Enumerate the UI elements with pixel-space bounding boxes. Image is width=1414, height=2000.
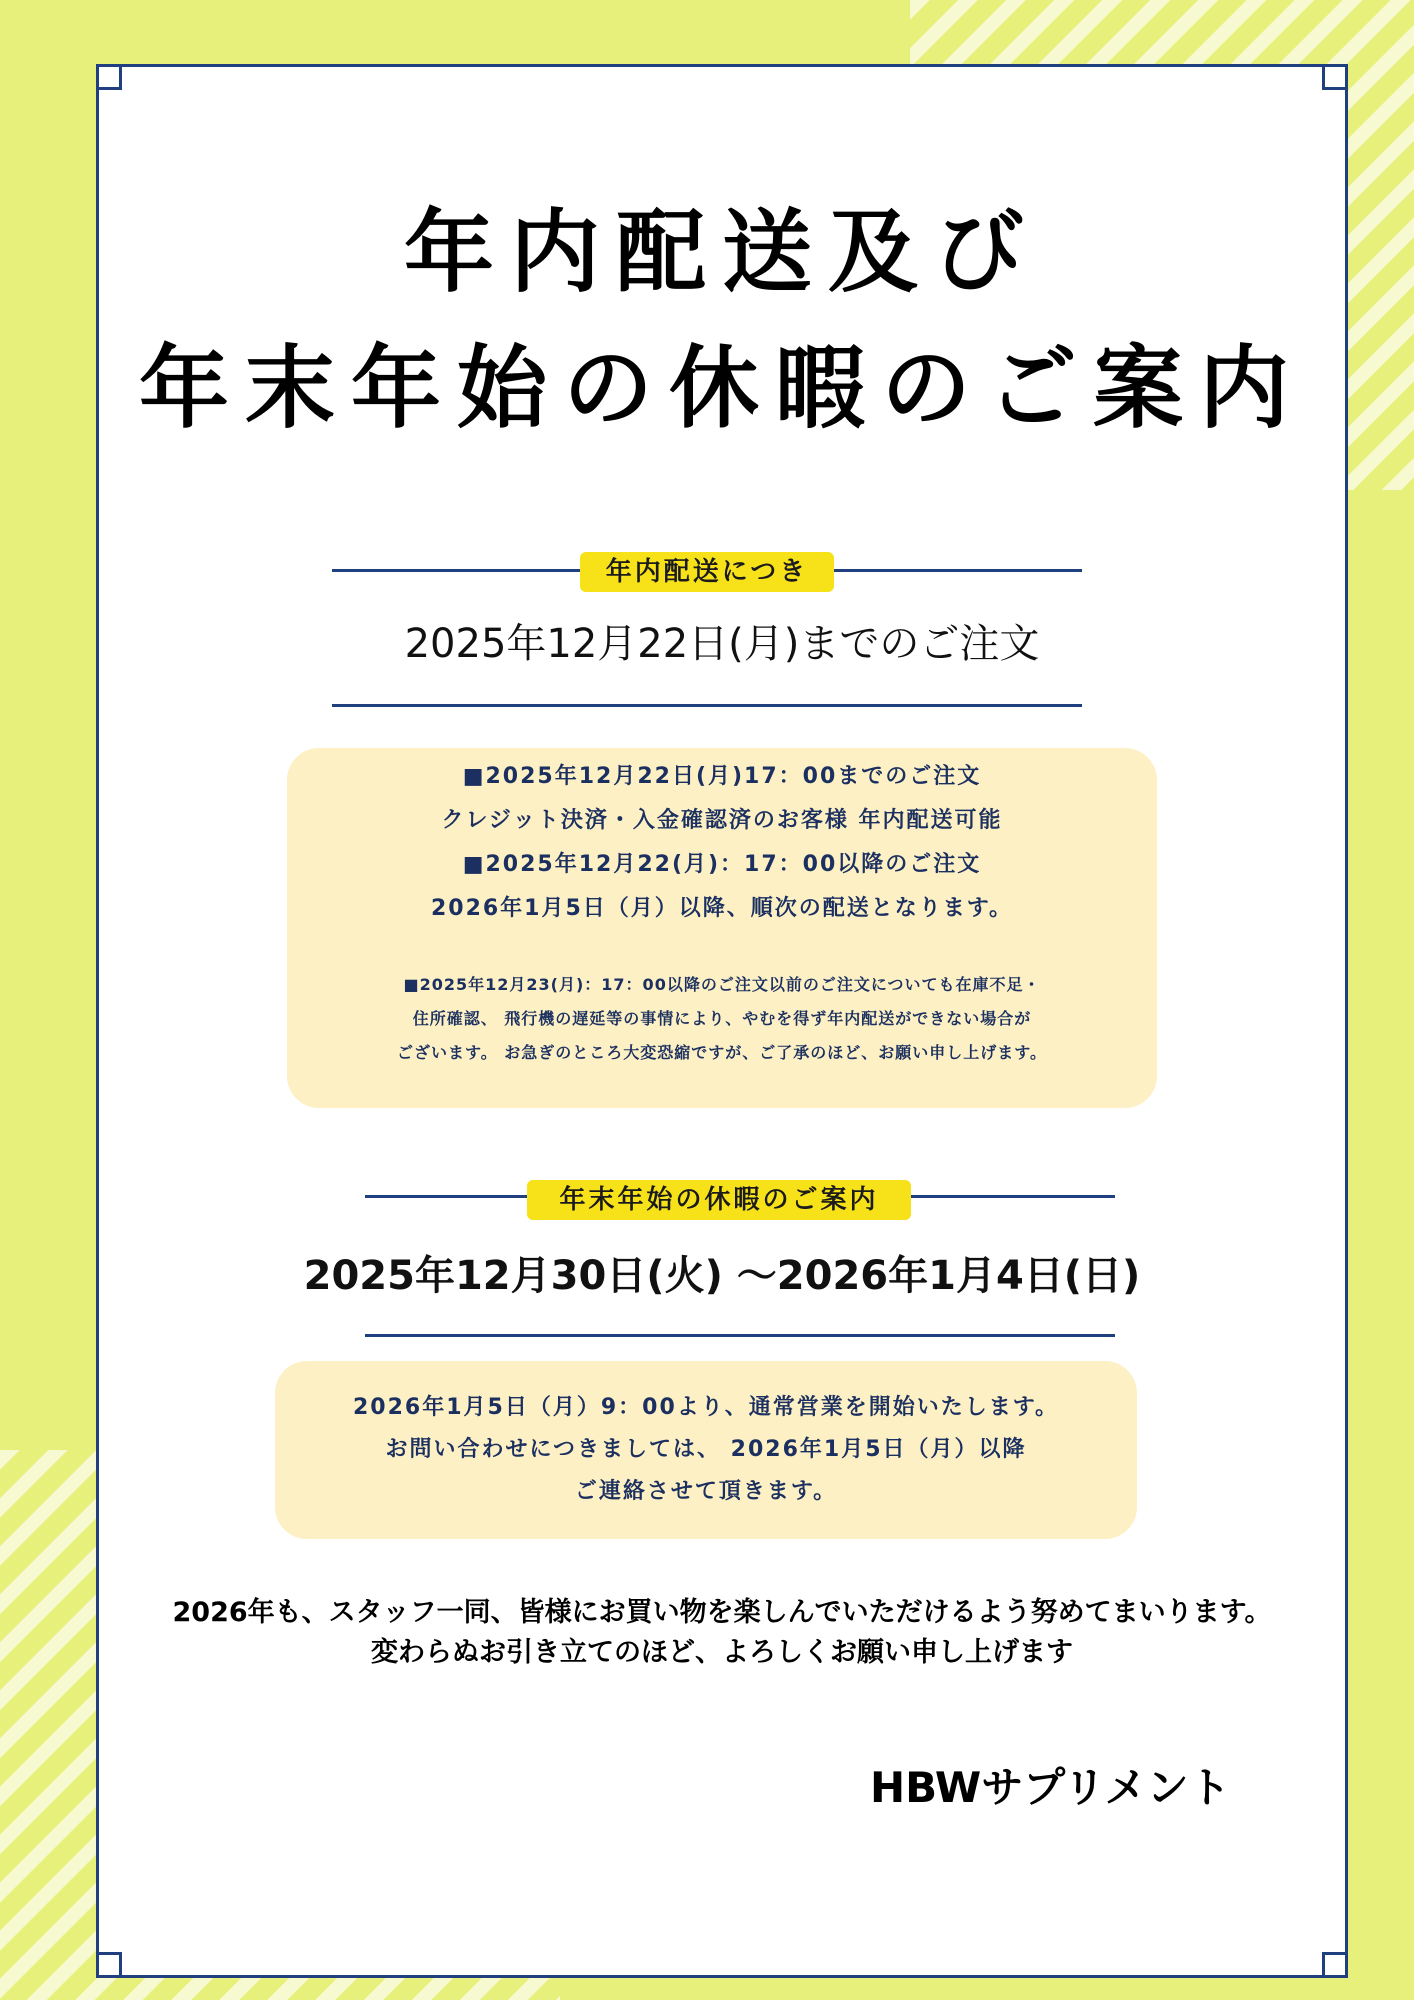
shipping-info-line-1: ■2025年12月22日(月)17：00までのご注文 xyxy=(462,764,982,789)
holiday-divider-bottom xyxy=(365,1334,1115,1337)
shipping-section-label: 年内配送につき xyxy=(580,552,834,592)
page-title-line-2: 年末年始の休暇のご案内 xyxy=(139,336,1305,441)
shipping-deadline: 2025年12月22日(月)までのご注文 xyxy=(404,621,1040,667)
shipping-note-line-3: ございます。 お急ぎのところ大変恐縮ですが、ご了承のほど、お願い申し上げます。 xyxy=(396,1043,1047,1062)
shipping-info-line-4: 2026年1月5日（月）以降、順次の配送となります。 xyxy=(430,896,1014,921)
shipping-divider-bottom xyxy=(332,704,1082,707)
shipping-info-box xyxy=(287,748,1157,1108)
corner-mark-top-right xyxy=(1322,64,1348,90)
shipping-info-line-2: クレジット決済・入金確認済のお客様 年内配送可能 xyxy=(441,808,1003,833)
holiday-info-line-3: ご連絡させて頂きます。 xyxy=(574,1479,838,1504)
shipping-info-line-3: ■2025年12月22(月)：17：00以降のご注文 xyxy=(462,852,982,877)
holiday-info-line-1: 2026年1月5日（月）9：00より、通常営業を開始いたします。 xyxy=(352,1395,1059,1420)
closing-message-line-1: 2026年も、スタッフ一同、皆様にお買い物を楽しんでいただけるよう努めてまいります。 xyxy=(172,1597,1272,1628)
holiday-section-label: 年末年始の休暇のご案内 xyxy=(527,1180,911,1220)
page-title-line-1: 年内配送及び xyxy=(404,200,1040,305)
corner-mark-bottom-right xyxy=(1322,1952,1348,1978)
holiday-info-line-2: お問い合わせにつきましては、 2026年1月5日（月）以降 xyxy=(385,1437,1027,1462)
shipping-note-line-1: ■2025年12月23(月)：17：00以降のご注文以前のご注文についても在庫不足・ xyxy=(403,975,1041,994)
corner-mark-top-left xyxy=(96,64,122,90)
shipping-note-line-2: 住所確認、 飛行機の遅延等の事情により、やむを得ず年内配送ができない場合が xyxy=(412,1009,1032,1028)
holiday-info-box xyxy=(275,1361,1137,1539)
holiday-period: 2025年12月30日(火) 〜2026年1月4日(日) xyxy=(303,1253,1141,1299)
closing-message-line-2: 変わらぬお引き立てのほど、よろしくお願い申し上げます xyxy=(371,1637,1073,1668)
company-signature: HBWサプリメント xyxy=(870,1763,1231,1812)
corner-mark-bottom-left xyxy=(96,1952,122,1978)
